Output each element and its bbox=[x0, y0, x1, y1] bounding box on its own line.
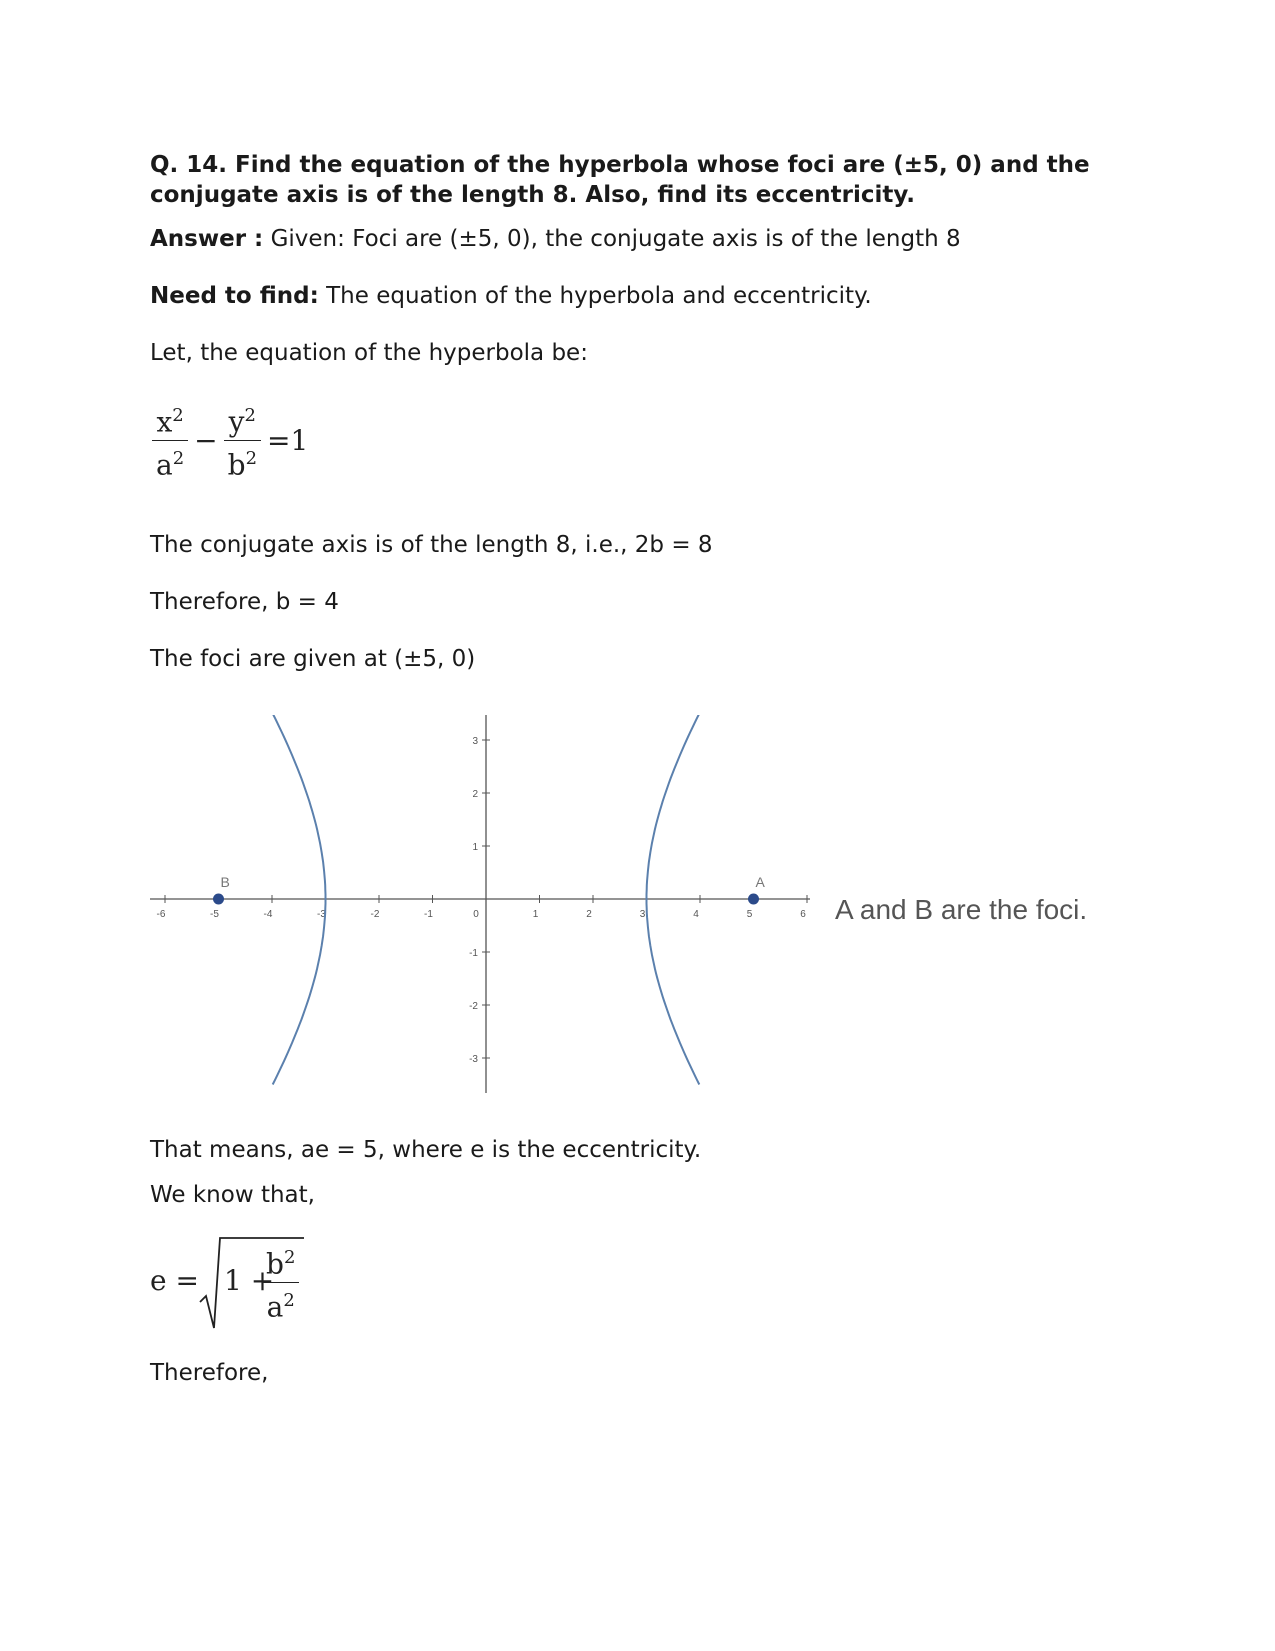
answer-text: Given: Foci are (±5, 0), the conjugate axis is of the length 8 bbox=[263, 226, 961, 252]
eccentricity-formula bbox=[150, 1232, 320, 1332]
y-tick-label: -3 bbox=[469, 1054, 478, 1065]
y-tick-group bbox=[469, 736, 490, 1065]
x-tick-label: 5 bbox=[746, 909, 753, 920]
x-tick-label: 6 bbox=[800, 909, 806, 920]
y-tick-label: 1 bbox=[472, 842, 478, 853]
x-tick-label: -1 bbox=[424, 909, 433, 920]
hyperbola-graph bbox=[150, 715, 830, 1095]
x-tick-label: -2 bbox=[370, 909, 380, 920]
y-tick-label: -1 bbox=[469, 948, 478, 959]
x-tick-label: 0 bbox=[473, 909, 479, 920]
question-text: Q. 14. Find the equation of the hyperbola whose foci are (±5, 0) and the conjugate axis is of the length 8. Also, find its eccentricity. bbox=[150, 152, 1090, 208]
y-over-b-fraction: $\frac{y^2}{b^2}$ bbox=[224, 398, 261, 484]
y-tick-label: 3 bbox=[472, 736, 478, 747]
y-tick-label: 2 bbox=[472, 789, 478, 800]
therefore-line: Therefore, bbox=[150, 1360, 269, 1386]
x-tick-label: -3 bbox=[317, 909, 326, 920]
foci-note: A and B are the foci. bbox=[835, 894, 1088, 925]
conjugate-axis-line: The conjugate axis is of the length 8, i.e., 2b = 8 bbox=[150, 532, 713, 558]
we-know-line: We know that, bbox=[150, 1182, 315, 1208]
hyperbola-equation bbox=[152, 398, 314, 484]
x-tick-label: -4 bbox=[263, 909, 273, 920]
x-over-a-fraction: $\frac{x^2}{a^2}$ bbox=[152, 398, 188, 484]
x-tick-label: -6 bbox=[156, 909, 166, 920]
hyperbola-right-branch bbox=[647, 715, 700, 1085]
hyperbola-left-branch bbox=[273, 715, 326, 1085]
answer-line bbox=[150, 226, 961, 252]
need-text: The equation of the hyperbola and eccentricity. bbox=[318, 283, 872, 309]
ae-line: That means, ae = 5, where e is the eccentricity. bbox=[150, 1137, 702, 1163]
focus-b-label: B bbox=[220, 874, 230, 890]
e-equals: e = bbox=[150, 1264, 199, 1297]
let-line: Let, the equation of the hyperbola be: bbox=[150, 340, 588, 366]
x-tick-label: -5 bbox=[210, 909, 219, 920]
need-label: Need to find: bbox=[150, 283, 319, 309]
x-tick-label: 3 bbox=[639, 909, 646, 920]
equals-one: =1 bbox=[267, 424, 309, 458]
focus-a-point bbox=[748, 894, 759, 905]
one-plus: 1 + bbox=[224, 1264, 275, 1297]
focus-a-label: A bbox=[755, 874, 765, 890]
answer-label: Answer : bbox=[150, 226, 264, 252]
x-tick-label: 1 bbox=[532, 909, 539, 920]
foci-line: The foci are given at (±5, 0) bbox=[150, 646, 476, 672]
minus-sign: − bbox=[194, 424, 218, 458]
b-over-a-fraction: $\frac{b^2}{a^2}$ bbox=[262, 1240, 299, 1326]
focus-b-point bbox=[213, 894, 224, 905]
b-value-line: Therefore, b = 4 bbox=[150, 589, 339, 615]
need-to-find-line bbox=[150, 283, 872, 309]
x-tick-label: 2 bbox=[586, 909, 592, 920]
y-tick-label: -2 bbox=[469, 1001, 478, 1012]
x-tick-label: 4 bbox=[693, 909, 699, 920]
